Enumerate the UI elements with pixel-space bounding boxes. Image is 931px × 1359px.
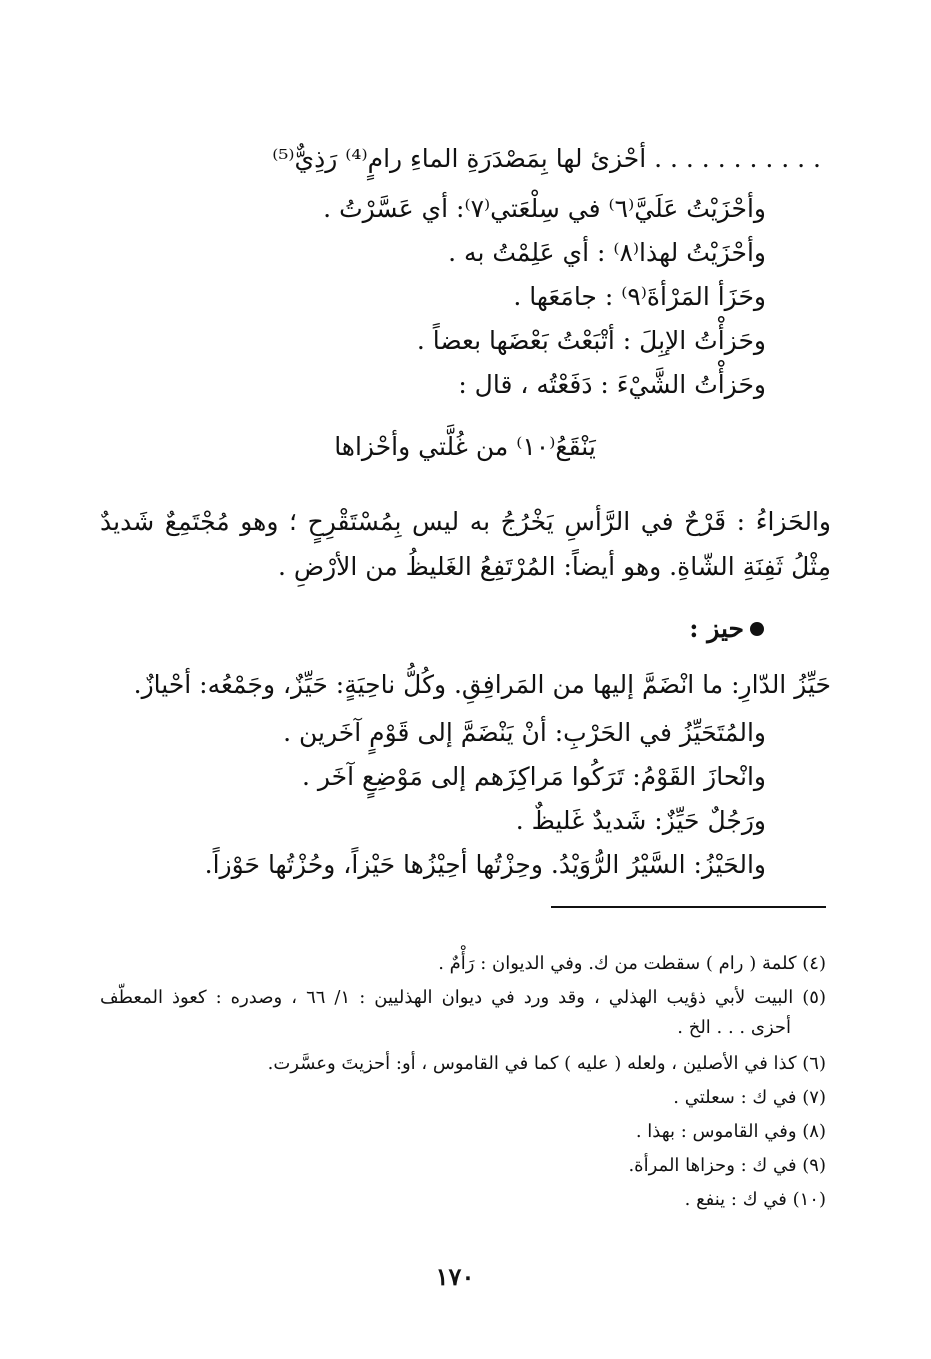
entry-line: ورَجُلٌ حَيِّزٌ: شَديدٌ غَليظٌ . [515, 806, 766, 835]
footnote: (٦) كذا في الأصلين ، ولعله ( عليه ) كما في القاموس ، أو: أحزيتَ وعسَّرت. [267, 1053, 826, 1074]
body-line: وحَزأْتُ الشَّيْءَ : دَفَعْتُه ، قال : [458, 370, 766, 399]
paragraph-line: مِثْلُ ثَفِنَةِ الشّاةِ. وهو أيضاً: المُرْتَفِعُ الغَليظُ من الأرْضِ . [277, 552, 831, 581]
entry-line: حَيِّزُ الدّارِ: ما انْضَمَّ إليها من المَرافِقِ. وكُلُّ ناحِيَةٍ: حَيِّزٌ، وجَمْعُه: أحْيازٌ. [133, 670, 831, 699]
body-line: وأحْزَيْتُ عَلَيَّ⁽٦⁾ في سِلْعَتي⁽٧⁾: أي عَسَّرْتُ . [323, 194, 766, 223]
body-line: وأحْزَيْتُ لهذا⁽٨⁾ : أي عَلِمْتُ به . [448, 238, 766, 267]
body-line: وحَزَأ المَرْأةَ⁽٩⁾ : جامَعَها . [513, 282, 766, 311]
poem-line: . . . . . . . . . . . أحْزئ لها بِمَصْدَرَةِ الماءِ رامٍ⁽⁴⁾ رَذِيٌّ⁽⁵⁾ [272, 144, 821, 173]
entry-line: والمُتَحَيِّزُ في الحَرْبِ: أنْ يَنْضَمَّ إلى قَوْمٍ آخَرين . [283, 718, 766, 747]
footnote: (٧) في ك : سعلتي . [673, 1087, 826, 1108]
entry-line: والحَيْزُ: السَّيْرُ الرُّوَيْدُ. وحِزْتُها أحِيْزُها حَيْزاً، وحُزْتُها حَوْزاً. [204, 850, 766, 879]
footnote-divider [551, 906, 826, 908]
section-heading: حيز : [689, 614, 744, 643]
footnote: (٥) البيت لأبي ذؤيب الهذلي ، وقد ورد في ديوان الهذليين : ١/ ٦٦ ، وصدره : كعوذ المعطّف [100, 987, 826, 1008]
footnote-continuation: أحزى . . . الخ . [677, 1017, 791, 1038]
body-line: وحَزأْتُ الإبِلَ : أتْبَعْتُ بَعْضَها بعضاً . [416, 326, 766, 355]
footnote: (٩) في ك : وحزاها المرأة. [628, 1155, 826, 1176]
footnote: (٨) وفي القاموس : بهذا . [635, 1121, 826, 1142]
footnote: (١٠) في ك : ينفع . [684, 1189, 826, 1210]
footnote: (٤) كلمة ( رام ) سقطت من ك. وفي الديوان : رَأْمٌ . [438, 953, 826, 974]
section-bullet-icon [750, 622, 764, 636]
paragraph-line: والحَزاءُ : قَرْحٌ في الرَّأسِ يَخْرُجُ به ليس بِمُسْتَقْرِحٍ ؛ وهو مُجْتَمِعٌ شَديدٌ [100, 507, 831, 536]
page-number: ١٧٠ [435, 1262, 475, 1291]
poem-line: يَنْقَعُ⁽١٠⁾ من غُلَّتي وأحْزاها [334, 432, 596, 461]
entry-line: وانْحازَ القَوْمُ: تَرَكُوا مَراكِزَهم إلى مَوْضِعٍ آخَر . [301, 762, 766, 791]
